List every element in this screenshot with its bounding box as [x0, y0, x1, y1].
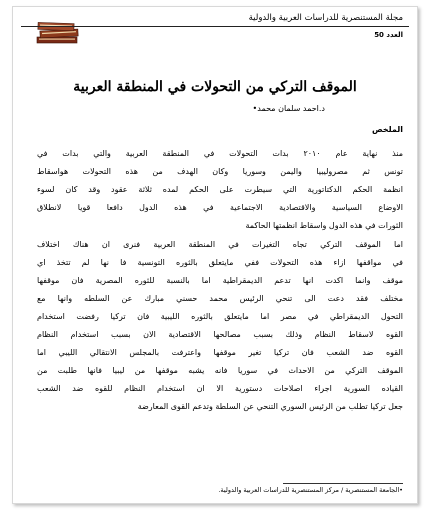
article-title: الموقف التركي من التحولات في المنطقة العربية	[73, 79, 357, 95]
issue-label: العدد 50	[374, 31, 403, 39]
footnote: •الجامعة المستنصرية / مركز المستنصرية للدراسات العربية والدولية.	[218, 486, 403, 494]
footnote-divider	[283, 483, 403, 484]
body-line: القوه ضد الشعب فان تركيا تغير موقفها واعترفت بالمجلس الانتقالي الليبي اما	[37, 348, 403, 357]
body-line: مختلف فقد دعت الى تنحي الرئيس محمد حسني مبارك عن السلطه وانها مع	[37, 294, 403, 303]
body-line: اما الموقف التركي تجاه التغيرات في المنطقة العربية فنرى ان هناك اختلاف	[37, 240, 403, 249]
document-page	[12, 6, 418, 504]
body-line: التحول الديمقراطي في مصر اما مايتعلق بالثوره الليبية فان تركيا رفضت استخدام	[37, 312, 403, 321]
body-line: الاوضاع السياسية والاقتصادية الاجتماعية في هذه الدول دافعا قويا لانطلاق	[37, 203, 403, 212]
body-line: منذ نهاية عام ٢٠١٠ بدات التحولات في المنطقة العربية والتي بدات في	[37, 149, 403, 158]
body-line: في مواقفها ازاء هذه التحولات ففي مايتعلق بالثوره التونسية فا نها لم تتخذ اي	[37, 258, 403, 267]
header-divider	[21, 26, 409, 27]
author-name: د.احمد سلمان محمد•	[252, 104, 325, 113]
abstract-heading: الملخص	[371, 125, 403, 134]
body-line: جعل تركيا تطلب من الرئيس السوري التنحي عن السلطة وتدعم القوى المعارضة	[137, 402, 403, 411]
body-line: تونس ثم مصروليبيا واليمن وسوريا وكان الهدف من هذه التحولات هواسقاط	[37, 167, 403, 176]
body-line: القوه لاسقاط النظام وذلك بسبب مصالحها الاقتصادية الان بسبب استخدام النظام	[37, 330, 403, 339]
body-line: الثورات في هذه الدول واسقاط انظمتها الحاكمة	[245, 221, 403, 230]
journal-title: مجلة المستنصرية للدراسات العربية والدولية	[248, 13, 403, 23]
body-line: الموقف التركي من الاحداث في سوريا فانه يشبه موقفها من ليبيا فانها طلبت من	[37, 366, 403, 375]
books-icon	[35, 17, 81, 45]
body-line: القياده السورية اجراء اصلاحات دستورية الا ان استخدام النظام للقوه ضد الشعب	[37, 384, 403, 393]
body-line: انظمة الحكم الدكتاتورية التي سيطرت على الحكم لمده ثلاثة عقود وقد كان لسوء	[37, 185, 403, 194]
body-line: موقف وانما اكدت انها تدعم الديمقراطية اما بالنسبة للثوره المصرية فان موقفها	[37, 276, 403, 285]
